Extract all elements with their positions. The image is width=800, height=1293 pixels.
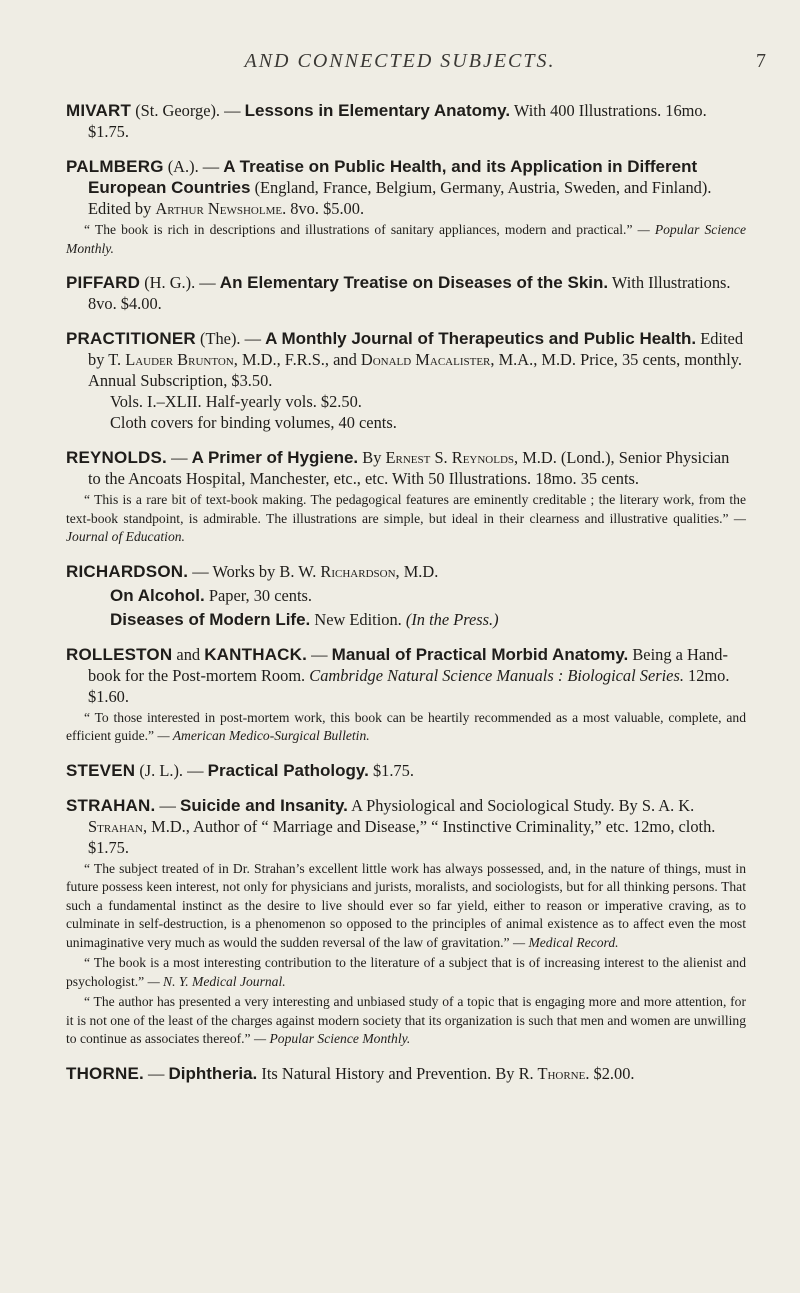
entry-author: REYNOLDS.: [66, 448, 167, 467]
entry-description-end: . $2.00.: [585, 1063, 635, 1083]
quote-source: — Popular Science Monthly.: [66, 222, 746, 256]
sub-entry-description: New Edition.: [310, 609, 406, 629]
entry-title: Suicide and Insanity.: [180, 795, 348, 815]
entry-steven: [66, 760, 746, 781]
entry-editor: Richardson: [320, 561, 396, 581]
entry-title: A Primer of Hygiene.: [191, 448, 359, 467]
entry-practitioner: [66, 328, 746, 433]
entry-author-rest: (St. George). —: [131, 101, 245, 120]
entry-author-rest: (A.). —: [163, 157, 224, 176]
sub-entry-note: (In the Press.): [405, 609, 499, 629]
entry-author-rest: —: [143, 1063, 169, 1083]
entry-description: Edited by T.: [88, 329, 744, 369]
quote-text: “ The author has presented a very interesting and unbiased study of a topic that is engaging more and more attention, for it is not one of the least of the charges against modern society that its organization is such that men and women are unwilling to continue as associates thereof.”: [66, 994, 746, 1046]
entry-description: With 400 Illustrations. 16mo. $1.75.: [88, 101, 707, 141]
entry-line: Vols. I.–XLII. Half-yearly vols. $2.50.: [110, 392, 362, 411]
review-quote: [66, 954, 746, 991]
catalogue-entries: [66, 100, 746, 1098]
entry-author-rest: —: [155, 795, 181, 815]
entry-title: Manual of Practical Morbid Anatomy.: [331, 644, 629, 664]
entry-description-end: 12mo. $1.60.: [88, 665, 730, 706]
entry-description: A Physiological and Sociological Study. By S. A. K.: [347, 795, 695, 815]
quote-text: “ This is a rare bit of text-book making. The pedagogical features are eminently creditable ; the literary work, from the text-book standpoint, is admirable. The illustrations are simple, but ideal in their clearness and illustrative qualities.”: [66, 492, 746, 526]
entry-description: , M.D.: [395, 561, 439, 581]
entry-author-second: KANTHACK.: [204, 644, 308, 664]
entry-richardson: [66, 561, 746, 630]
review-quote: [66, 860, 746, 953]
quote-text: “ The book is rich in descriptions and illustrations of sanitary appliances, modern and practical.”: [84, 222, 633, 237]
entry-description: By: [358, 448, 386, 467]
entry-author: PIFFARD: [66, 273, 141, 292]
entry-author-rest: —: [307, 644, 332, 664]
entry-title: A Treatise on Public Health, and its Application in Different European Countries: [88, 157, 698, 197]
entry-author-rest: — Works by B. W.: [188, 561, 321, 581]
sub-entry: [88, 585, 746, 606]
entry-description-end: , M.A., M.D. Price, 35 cents, monthly. Annual Subscription, $3.50.: [88, 350, 742, 390]
entry-description: (England, France, Belgium, Germany, Austria, Sweden, and Finland). Edited by: [88, 178, 712, 218]
quote-source: — Journal of Education.: [66, 510, 746, 544]
review-quote: [66, 709, 746, 746]
running-head: AND CONNECTED SUBJECTS.: [244, 50, 556, 72]
quote-text: “ To those interested in post-mortem work, this book can be heartily recommended as a most valuable, complete, and efficient guide.”: [66, 709, 746, 743]
entry-editor: Strahan: [88, 816, 143, 836]
entry-author: PALMBERG: [66, 157, 164, 176]
sub-entry-title: Diseases of Modern Life.: [110, 609, 311, 629]
entry-description: With Illustrations. 8vo. $4.00.: [88, 273, 731, 313]
entry-author-rest: (H. G.). —: [140, 273, 220, 292]
entry-line: Cloth covers for binding volumes, 40 cents.: [110, 413, 397, 432]
review-quote: [66, 491, 746, 547]
entry-author: PRACTITIONER: [66, 329, 196, 348]
quote-source: — N. Y. Medical Journal.: [144, 973, 286, 989]
entry-series: Cambridge Natural Science Manuals : Biological Series.: [309, 665, 684, 685]
entry-piffard: [66, 272, 746, 314]
sub-entry-title: On Alcohol.: [110, 585, 205, 605]
entry-description: Its Natural History and Prevention. By: [257, 1063, 519, 1083]
entry-reynolds: [66, 447, 746, 547]
review-quote: [66, 993, 746, 1049]
entry-author-and: and: [172, 644, 205, 664]
page-number: 7: [756, 50, 766, 72]
entry-author-rest: —: [166, 448, 192, 467]
entry-editor: Donald Macalister: [360, 350, 491, 369]
entry-title: Diphtheria.: [168, 1063, 258, 1083]
entry-editor: Lauder Brunton: [125, 350, 234, 369]
quote-source: — American Medico-Surgical Bulletin.: [154, 728, 370, 743]
quote-text: “ The book is a most interesting contribution to the literature of a subject that is of increasing interest to the alienist and psychologist.”: [66, 955, 746, 989]
entry-author: MIVART: [66, 101, 132, 120]
entry-description-end: , M.D., Author of “ Marriage and Disease,” “ Instinctive Criminality,” etc. 12mo, cloth. $1.75.: [88, 816, 716, 857]
entry-strahan: [66, 795, 746, 1049]
entry-description-end: , M.D. (Lond.), Senior Physician to the Ancoats Hospital, Manchester, etc., etc. With 50 Illustrations. 18mo. 35 cents.: [88, 448, 730, 488]
entry-title: Practical Pathology.: [207, 760, 369, 780]
entry-author: THORNE.: [66, 1063, 144, 1083]
entry-author-rest: (J. L.). —: [135, 760, 208, 780]
entry-description-mid: , M.D., F.R.S., and: [233, 350, 361, 369]
entry-palmberg: [66, 156, 746, 258]
entry-author: STEVEN: [66, 760, 136, 780]
quote-text: “ The subject treated of in Dr. Strahan’s excellent little work has always possessed, and, in the nature of things, must in future possess keen interest, not only for physicians and jurists, moralists, and sociologists, but for all thinking persons. That such a fundamental instinct as the desire to live should ever so far yield, either to reason or imperative craving, as to culminate in self-destruction, is a phenomenon so opposed to the principles of animal existence as to affect even the most unimaginative very much as would the sudden reversal of the law of gravitation.”: [66, 860, 746, 950]
quote-source: — Medical Record.: [509, 934, 619, 950]
entry-rolleston-kanthack: [66, 644, 746, 746]
entry-editor: R. Thorne: [518, 1063, 586, 1083]
entry-author: STRAHAN.: [66, 795, 156, 815]
entry-thorne: [66, 1063, 746, 1084]
entry-description: Being a Hand-book for the Post-mortem Room.: [88, 644, 728, 685]
entry-mivart: [66, 100, 746, 142]
entry-description-end: . 8vo. $5.00.: [282, 199, 365, 218]
entry-title: A Monthly Journal of Therapeutics and Public Health.: [265, 329, 697, 348]
entry-editor: Arthur Newsholme: [155, 199, 283, 218]
sub-entry: [88, 609, 746, 630]
entry-author: ROLLESTON: [66, 644, 173, 664]
entry-description: $1.75.: [368, 760, 414, 780]
entry-author: RICHARDSON.: [66, 561, 189, 581]
review-quote: [66, 221, 746, 258]
quote-source: — Popular Science Monthly.: [250, 1031, 411, 1046]
sub-entry-description: Paper, 30 cents.: [204, 585, 312, 605]
entry-title: Lessons in Elementary Anatomy.: [244, 101, 511, 120]
entry-title: An Elementary Treatise on Diseases of the Skin.: [219, 273, 609, 292]
entry-author-rest: (The). —: [195, 329, 266, 348]
entry-editor: Ernest S. Reynolds: [385, 448, 515, 467]
